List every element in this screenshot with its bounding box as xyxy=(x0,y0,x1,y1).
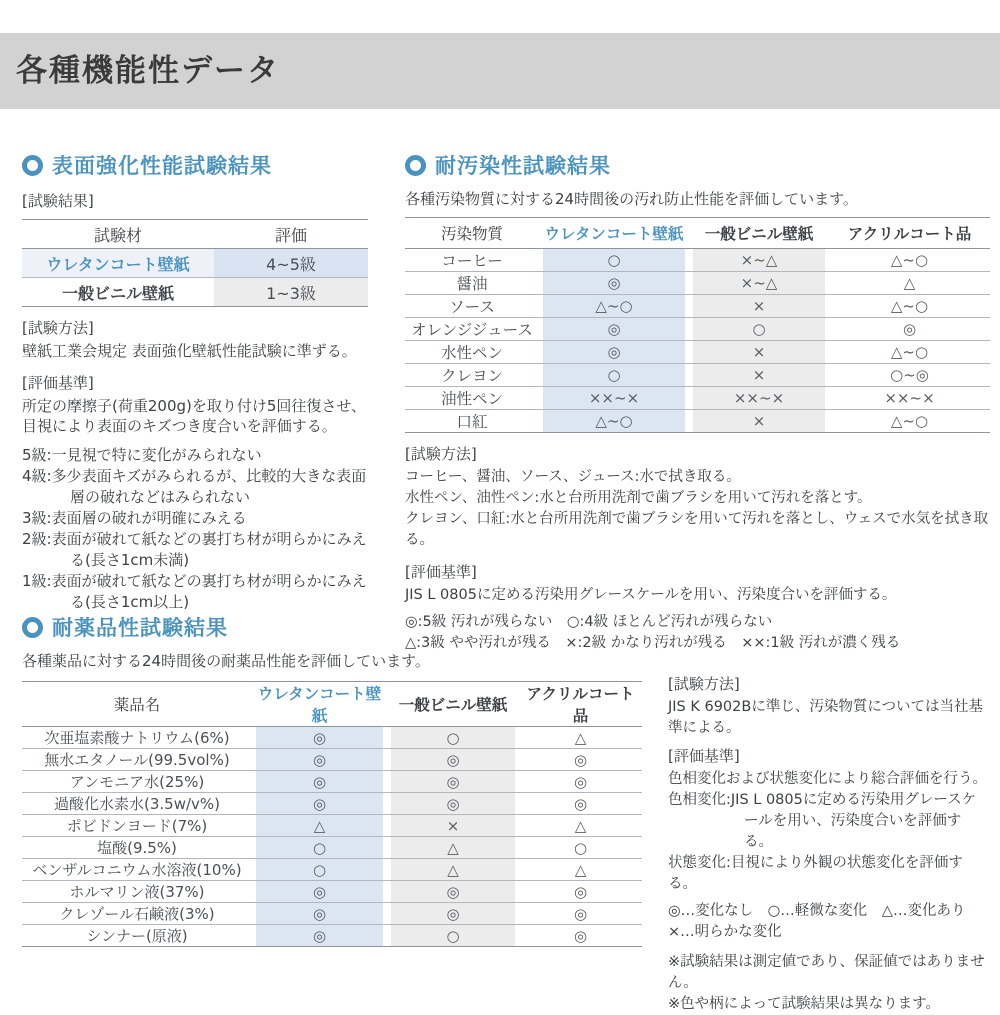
section-subtitle: 各種薬品に対する24時間後の耐薬品性能を評価しています。 xyxy=(22,652,430,670)
table-row xyxy=(405,295,990,318)
acrylic-result-cell: △ xyxy=(574,728,587,747)
criteria-line: 色相変化および状態変化により総合評価を行う。 xyxy=(668,771,987,788)
section-surface-strength xyxy=(22,150,370,613)
substance-cell: ソース xyxy=(449,298,495,316)
table-row xyxy=(22,837,642,859)
table-row xyxy=(405,318,990,341)
acrylic-result-cell: △~○ xyxy=(890,297,929,315)
acrylic-result-cell: △~○ xyxy=(890,343,929,361)
substance-cell: 水性ペン xyxy=(440,344,503,362)
acrylic-result-cell: △ xyxy=(574,816,587,835)
section-title-stain: 耐汚染性試験結果 xyxy=(435,154,611,178)
urethane-result-cell: ○ xyxy=(539,364,689,387)
disclaimer-line: ※色や柄によって試験結果は異なります。 xyxy=(668,996,940,1013)
urethane-result-cell: ○ xyxy=(252,837,387,859)
criteria-label: [評価基準] xyxy=(22,373,94,392)
substance-cell: 醤油 xyxy=(456,275,488,293)
legend-line: ◎:5級 汚れが残らない ○:4級 ほとんど汚れが残らない xyxy=(405,614,773,631)
urethane-result-cell: ○ xyxy=(539,249,689,272)
acrylic-result-cell: △~○ xyxy=(890,251,929,269)
chemical-name-cell: ホルマリン液(37%) xyxy=(69,883,205,901)
chemical-name-cell: シンナー(原液) xyxy=(86,927,188,945)
column-header-vinyl: 一般ビニル壁紙 xyxy=(398,696,508,714)
acrylic-result-cell: ××~× xyxy=(884,389,935,407)
grade-line: 2級:表面が破れて紙などの裏打ち材が明らかにみえる(長さ1cm未満) xyxy=(22,530,367,570)
grade-line: 1級:表面が破れて紙などの裏打ち材が明らかにみえる(長さ1cm以上) xyxy=(22,572,367,612)
substance-cell: オレンジジュース xyxy=(411,321,533,339)
urethane-result-cell: △~○ xyxy=(539,410,689,433)
grade-line: 4級:多少表面キズがみられるが、比較的大きな表面層の破れなどはみられない xyxy=(22,467,367,507)
test-material-cell: 一般ビニル壁紙 xyxy=(61,283,174,303)
vinyl-result-cell: ◎ xyxy=(387,749,519,771)
criteria-text: 所定の摩擦子(荷重200g)を取り付け5回往復させ、目視により表面のキズつき度合いを評価する。 xyxy=(22,396,366,436)
acrylic-result-cell: △ xyxy=(903,274,916,292)
vinyl-result-cell: ×~△ xyxy=(689,272,829,295)
substance-cell: コーヒー xyxy=(441,252,503,270)
urethane-result-cell: ◎ xyxy=(252,793,387,815)
vinyl-result-cell: ◎ xyxy=(387,793,519,815)
table-row xyxy=(22,771,642,793)
table-row xyxy=(22,249,368,278)
urethane-result-cell: ◎ xyxy=(252,749,387,771)
table-row xyxy=(405,387,990,410)
column-header-vinyl: 一般ビニル壁紙 xyxy=(704,225,814,243)
criteria-line: 状態変化:目視により外観の状態変化を評価する。 xyxy=(668,855,963,893)
table-row xyxy=(22,903,642,925)
chemical-test-table xyxy=(22,681,642,947)
chemical-notes xyxy=(668,673,990,1015)
urethane-result-cell: ◎ xyxy=(539,272,689,295)
acrylic-result-cell: ◎ xyxy=(573,882,588,901)
column-header-acrylic: アクリルコート品 xyxy=(526,685,635,725)
table-row xyxy=(405,364,990,387)
chemical-name-cell: 塩酸(9.5%) xyxy=(97,839,177,857)
page-header xyxy=(0,33,1000,109)
table-header-row xyxy=(22,682,642,727)
urethane-result-cell: ◎ xyxy=(252,903,387,925)
urethane-result-cell: △~○ xyxy=(539,295,689,318)
section-title-surface: 表面強化性能試験結果 xyxy=(52,154,272,178)
legend-line: ◎…変化なし ○…軽微な変化 △…変化あり xyxy=(668,903,966,920)
criteria-line: 色相変化:JIS L 0805に定める汚染用グレースケールを用い、汚染度合いを評価する。 xyxy=(668,792,977,851)
table-row xyxy=(22,859,642,881)
table-row xyxy=(405,249,990,272)
section-bullet-icon xyxy=(405,155,426,176)
table-row xyxy=(22,793,642,815)
vinyl-result-cell: △ xyxy=(387,837,519,859)
substance-cell: 油性ペン xyxy=(440,390,503,408)
column-header-urethane: ウレタンコート壁紙 xyxy=(544,225,684,243)
section-bullet-icon xyxy=(22,155,43,176)
column-header-rating: 評価 xyxy=(274,225,307,245)
urethane-result-cell: ◎ xyxy=(539,341,689,364)
vinyl-result-cell: ◎ xyxy=(387,903,519,925)
vinyl-result-cell: △ xyxy=(387,859,519,881)
section-title-chemical: 耐薬品性試験結果 xyxy=(52,616,228,640)
chemical-name-cell: ポビドンヨード(7%) xyxy=(66,817,208,835)
chemical-name-cell: 次亜塩素酸ナトリウム(6%) xyxy=(44,729,230,747)
urethane-result-cell: ◎ xyxy=(252,727,387,749)
acrylic-result-cell: △ xyxy=(574,860,587,879)
table-row xyxy=(405,272,990,295)
table-row xyxy=(22,925,642,947)
vinyl-result-cell: × xyxy=(689,364,829,387)
vinyl-result-cell: ○ xyxy=(689,318,829,341)
rating-cell: 4~5級 xyxy=(214,249,368,278)
method-line: クレヨン、口紅:水と台所用洗剤で歯ブラシを用いて汚れを落とし、ウェスで水気を拭き取る。 xyxy=(405,511,989,549)
urethane-result-cell: ◎ xyxy=(539,318,689,341)
criteria-label: [評価基準] xyxy=(405,563,477,582)
vinyl-result-cell: × xyxy=(689,295,829,318)
method-line: 水性ペン、油性ペン:水と台所用洗剤で歯ブラシを用いて汚れを落とす。 xyxy=(405,490,872,507)
vinyl-result-cell: × xyxy=(689,410,829,433)
acrylic-result-cell: ◎ xyxy=(573,794,588,813)
table-header-row xyxy=(22,220,368,249)
acrylic-result-cell: ◎ xyxy=(573,772,588,791)
section-title-row xyxy=(22,612,990,642)
legend-line: △:3級 やや汚れが残る ×:2級 かなり汚れが残る ××:1級 汚れが濃く残る xyxy=(405,635,901,652)
method-line: コーヒー、醤油、ソース、ジュース:水で拭き取る。 xyxy=(405,469,741,485)
table-row xyxy=(22,815,642,837)
vinyl-result-cell: ×~△ xyxy=(689,249,829,272)
vinyl-result-cell: ◎ xyxy=(387,771,519,793)
surface-test-table xyxy=(22,219,368,307)
acrylic-result-cell: ◎ xyxy=(573,926,588,945)
section-stain-resistance xyxy=(405,150,990,654)
chemical-name-cell: クレゾール石鹸液(3%) xyxy=(59,905,215,923)
table-row xyxy=(405,410,990,433)
acrylic-result-cell: ◎ xyxy=(573,904,588,923)
table-row xyxy=(405,341,990,364)
disclaimer-block xyxy=(668,952,990,1015)
acrylic-result-cell: △~○ xyxy=(890,412,929,430)
section-bullet-icon xyxy=(22,617,43,638)
grade-line: 5級:一見視で特に変化がみられない xyxy=(22,446,262,465)
urethane-result-cell: ××~× xyxy=(539,387,689,410)
chemical-name-cell: 過酸化水素水(3.5w/v%) xyxy=(53,795,220,813)
vinyl-result-cell: ××~× xyxy=(689,387,829,410)
table-row xyxy=(22,278,368,307)
legend-line: ×…明らかな変化 xyxy=(668,924,782,941)
test-material-cell: ウレタンコート壁紙 xyxy=(22,249,214,278)
table-header-row xyxy=(405,218,990,249)
chemical-content-row xyxy=(22,673,990,1015)
method-label: [試験方法] xyxy=(22,319,94,337)
page-title: 各種機能性データ xyxy=(16,53,280,89)
substance-cell: 口紅 xyxy=(456,413,488,431)
urethane-result-cell: △ xyxy=(252,815,387,837)
column-header-substance: 汚染物質 xyxy=(440,225,503,243)
section-chemical-resistance xyxy=(22,612,990,1015)
urethane-result-cell: ○ xyxy=(252,859,387,881)
vinyl-result-cell: ○ xyxy=(387,727,519,749)
table-row xyxy=(22,749,642,771)
disclaimer-line: ※試験結果は測定値であり、保証値ではありません。 xyxy=(668,954,985,992)
substance-cell: クレヨン xyxy=(440,367,503,385)
result-label: [試験結果] xyxy=(22,192,94,210)
vinyl-result-cell: × xyxy=(689,341,829,364)
urethane-result-cell: ◎ xyxy=(252,771,387,793)
column-header-chemical: 薬品名 xyxy=(113,696,161,714)
chemical-name-cell: 無水エタノール(99.5vol%) xyxy=(44,751,230,769)
column-header-material: 試験材 xyxy=(93,225,142,245)
criteria-line: JIS L 0805に定める汚染用グレースケールを用い、汚染度合いを評価する。 xyxy=(405,587,897,604)
column-header-urethane: ウレタンコート壁紙 xyxy=(257,685,382,725)
stain-test-table xyxy=(405,217,990,433)
method-text: JIS K 6902Bに準じ、汚染物質については当社基準による。 xyxy=(668,699,984,737)
acrylic-result-cell: ◎ xyxy=(902,320,917,338)
grade-list xyxy=(22,445,370,613)
rating-cell: 1~3級 xyxy=(214,278,368,307)
table-row xyxy=(22,727,642,749)
section-title-row xyxy=(22,150,370,180)
chemical-name-cell: ベンザルコニウム水溶液(10%) xyxy=(32,861,242,879)
method-text: 壁紙工業会規定 表面強化壁紙性能試験に準ずる。 xyxy=(22,342,357,360)
method-label: [試験方法] xyxy=(405,445,477,463)
vinyl-result-cell: ◎ xyxy=(387,881,519,903)
vinyl-result-cell: × xyxy=(387,815,519,837)
grade-line: 3級:表面層の破れが明確にみえる xyxy=(22,509,247,528)
chemical-name-cell: アンモニア水(25%) xyxy=(69,773,205,791)
vinyl-result-cell: ○ xyxy=(387,925,519,947)
chemical-table-wrap xyxy=(22,673,642,947)
acrylic-result-cell: ◎ xyxy=(573,750,588,769)
section-title-row xyxy=(405,150,990,180)
table-row xyxy=(22,881,642,903)
method-label: [試験方法] xyxy=(668,675,740,693)
urethane-result-cell: ◎ xyxy=(252,881,387,903)
section-subtitle: 各種汚染物質に対する24時間後の汚れ防止性能を評価しています。 xyxy=(405,190,858,208)
criteria-label: [評価基準] xyxy=(668,747,740,766)
acrylic-result-cell: ○~◎ xyxy=(890,366,929,384)
urethane-result-cell: ◎ xyxy=(252,925,387,947)
column-header-acrylic: アクリルコート品 xyxy=(847,225,972,243)
acrylic-result-cell: ○ xyxy=(573,838,588,857)
